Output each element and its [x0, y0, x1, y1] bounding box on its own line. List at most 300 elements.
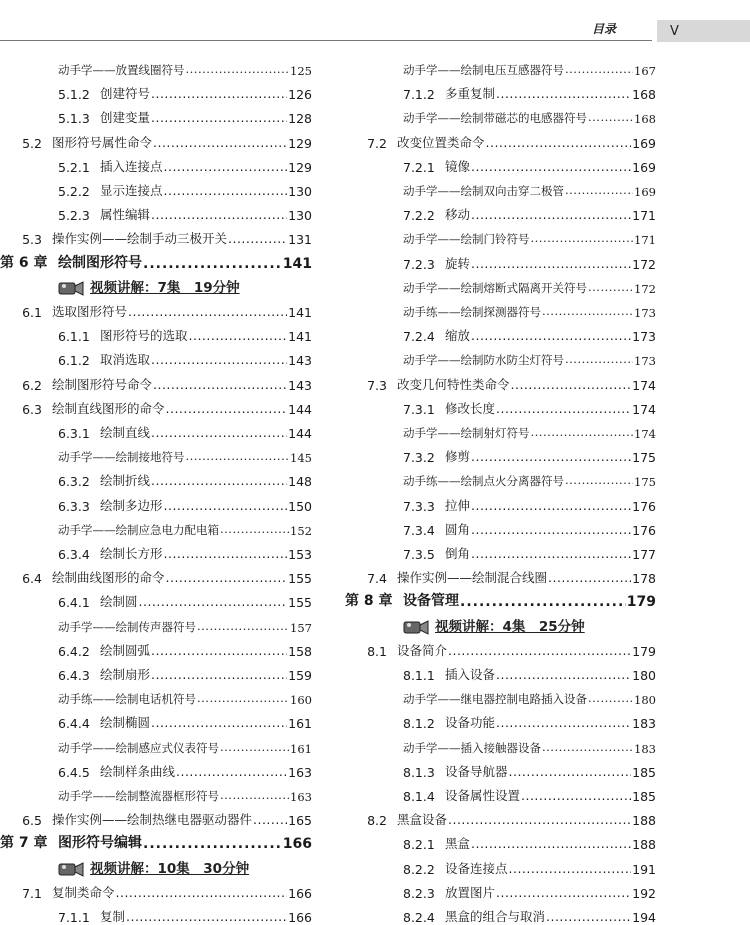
- exercise-title: 动手学——绘制接地符号: [58, 450, 185, 465]
- entry-title: 插入连接点: [100, 158, 163, 174]
- subsection-number: 5.1.3: [58, 111, 90, 127]
- dot-leader: [197, 619, 289, 635]
- toc-row-sub[interactable]: [403, 879, 656, 901]
- toc-row-sub[interactable]: [403, 516, 656, 538]
- dot-leader: [496, 401, 631, 417]
- toc-row-sub[interactable]: [403, 153, 656, 175]
- subsection-number: 6.4.4: [58, 716, 90, 732]
- page-number: 173: [632, 329, 656, 345]
- entry-title: 多重复制: [445, 86, 496, 102]
- subsection-number: 7.3.2: [403, 450, 435, 466]
- toc-row-sub[interactable]: [403, 782, 656, 804]
- page-number: 176: [632, 498, 656, 514]
- page-number: 141: [288, 305, 312, 320]
- toc-row-sub[interactable]: [58, 661, 312, 683]
- entry-title: 显示连接点: [100, 183, 163, 198]
- toc-row-sub[interactable]: [403, 322, 656, 344]
- toc-row-sub[interactable]: [58, 709, 312, 731]
- exercise-title: 动手学——绘制熔断式隔离开关符号: [403, 280, 587, 295]
- section-number: 6.1: [22, 305, 42, 320]
- toc-row-prac[interactable]: [58, 56, 312, 78]
- page-number: 177: [632, 547, 656, 562]
- entry-title: 黑盒: [445, 836, 471, 852]
- toc-row-sub[interactable]: [403, 709, 656, 731]
- page-number-tab: [657, 20, 750, 42]
- exercise-title: 动手学——绘制电压互感器符号: [403, 63, 564, 77]
- dot-leader: [486, 135, 632, 151]
- dot-leader: [565, 183, 633, 199]
- chapter-title: 设备管理: [403, 593, 459, 610]
- page-number: 174: [632, 377, 656, 393]
- entry-title: 绘制多边形: [100, 497, 163, 513]
- page-number: 188: [632, 837, 656, 853]
- dot-leader: [220, 740, 289, 756]
- toc-row-prac[interactable]: [58, 443, 312, 465]
- page-number: 148: [288, 474, 312, 490]
- dot-leader: [151, 715, 287, 731]
- dot-leader: [471, 449, 631, 465]
- entry-title: 绘制长方形: [100, 546, 163, 561]
- page-number: 167: [634, 64, 656, 78]
- page-number: 159: [288, 668, 312, 683]
- exercise-title: 动手学——绘制传声器符号: [58, 619, 196, 634]
- entry-title: 设备连接点: [445, 860, 508, 876]
- toc-row-sub[interactable]: [58, 80, 312, 102]
- page-number: 129: [288, 159, 312, 175]
- page-number: 169: [632, 135, 656, 151]
- section-number: 6.2: [22, 377, 42, 393]
- page-number: 183: [634, 741, 656, 756]
- dot-leader: [471, 522, 631, 538]
- subsection-number: 5.2.2: [58, 184, 90, 199]
- toc-row-sub[interactable]: [58, 153, 312, 175]
- entry-title: 创建变量: [100, 110, 151, 126]
- toc-row-sub[interactable]: [403, 758, 656, 780]
- entry-title: 复制: [100, 909, 126, 924]
- toc-row-prac[interactable]: [58, 734, 312, 756]
- video-camera-icon: [403, 619, 429, 635]
- page-number: 153: [288, 547, 312, 562]
- subsection-number: 6.3.1: [58, 426, 90, 441]
- chapter-title: 绘制图形符号: [58, 254, 142, 271]
- section-number: 7.1: [22, 885, 42, 901]
- section-number: 8.2: [367, 813, 387, 829]
- dot-leader: [471, 836, 631, 852]
- entry-title: 操作实例——绘制混合线圈: [397, 570, 548, 586]
- dot-leader: [496, 715, 631, 731]
- toc-row-sec[interactable]: [345, 564, 656, 586]
- page-number: 125: [290, 64, 312, 78]
- entry-title: 黑盒的组合与取消: [445, 909, 546, 924]
- toc-row-prac[interactable]: [403, 734, 656, 756]
- section-number: 7.4: [367, 571, 387, 587]
- toc-row-prac[interactable]: [58, 613, 312, 635]
- page-number: 169: [632, 159, 656, 175]
- toc-row-chap[interactable]: [0, 250, 312, 272]
- subsection-number: 5.2.1: [58, 159, 90, 175]
- toc-row-prac[interactable]: [403, 419, 656, 441]
- toc-row-prac[interactable]: [58, 782, 312, 804]
- subsection-number: 6.3.3: [58, 498, 90, 514]
- page-number: 143: [288, 377, 312, 393]
- toc-row-sec[interactable]: [0, 806, 312, 828]
- page-number: 166: [282, 836, 312, 853]
- entry-title: 设备属性设置: [445, 788, 521, 803]
- toc-row-prac[interactable]: [403, 177, 656, 199]
- exercise-title: 动手学——绘制门铃符号: [403, 232, 530, 247]
- subsection-number: 8.2.2: [403, 861, 435, 877]
- page-number: 150: [288, 498, 312, 514]
- dot-leader: [471, 256, 631, 272]
- page-number: V: [670, 24, 679, 39]
- video-info: 视频讲解：10集 30分钟: [90, 860, 250, 877]
- dot-leader: [164, 498, 288, 514]
- entry-title: 绘制曲线图形的命令: [52, 570, 165, 586]
- page-number: 188: [632, 813, 656, 829]
- toc-row-sub[interactable]: [58, 467, 312, 489]
- subsection-number: 7.2.2: [403, 208, 435, 224]
- toc-row-chap[interactable]: [0, 830, 312, 852]
- page-number: 192: [632, 885, 656, 901]
- subsection-number: 6.3.2: [58, 474, 90, 490]
- toc-row-sub[interactable]: [58, 201, 312, 223]
- dot-leader: [186, 449, 290, 465]
- dot-leader: [151, 86, 287, 102]
- toc-row-prac[interactable]: [403, 346, 656, 368]
- entry-title: 改变几何特性类命令: [397, 376, 510, 392]
- toc-row-sub[interactable]: [403, 903, 656, 925]
- dot-leader: [153, 377, 287, 393]
- dot-leader: [471, 498, 631, 514]
- page-number: 180: [634, 693, 656, 708]
- toc-row-sec[interactable]: [0, 564, 312, 586]
- dot-leader: [565, 62, 633, 78]
- page-number: 175: [632, 450, 656, 466]
- dot-leader: [460, 594, 626, 610]
- dot-leader: [151, 425, 287, 441]
- exercise-title: 动手学——绘制防水防尘灯符号: [403, 353, 564, 368]
- dot-leader: [151, 473, 287, 489]
- chapter-number: 第 6 章: [0, 254, 48, 271]
- subsection-number: 7.3.4: [403, 522, 435, 538]
- video-info: 视频讲解：4集 25分钟: [435, 618, 585, 635]
- dot-leader: [220, 522, 289, 538]
- section-number: 6.4: [22, 571, 42, 587]
- dot-leader: [511, 377, 632, 393]
- entry-title: 绘制图形符号命令: [52, 376, 153, 392]
- page-number: 163: [290, 790, 312, 804]
- exercise-title: 动手学——绘制整流器框形符号: [58, 789, 219, 803]
- dot-leader: [546, 909, 631, 925]
- subsection-number: 6.4.2: [58, 643, 90, 659]
- page-number: 152: [290, 523, 312, 538]
- entry-title: 黑盒设备: [397, 812, 448, 828]
- subsection-number: 6.1.1: [58, 329, 90, 345]
- toc-row-sub[interactable]: [403, 201, 656, 223]
- page-number: 173: [634, 306, 656, 320]
- video-camera-icon: [58, 280, 84, 296]
- page-number: 171: [632, 208, 656, 224]
- exercise-title: 动手学——绘制射灯符号: [403, 426, 530, 440]
- entry-title: 插入设备: [445, 667, 496, 682]
- section-number: 6.5: [22, 813, 42, 829]
- toc-row-sec[interactable]: [0, 298, 312, 320]
- entry-title: 绘制椭圆: [100, 715, 151, 731]
- subsection-number: 7.3.5: [403, 547, 435, 562]
- dot-leader: [565, 352, 633, 368]
- page-number: 179: [632, 643, 656, 659]
- toc-row-sec[interactable]: [345, 806, 656, 828]
- page-number: 183: [632, 716, 656, 732]
- dot-leader: [164, 546, 288, 562]
- page-number: 165: [288, 813, 312, 829]
- toc-row-prac[interactable]: [58, 685, 312, 707]
- toc-row-sub[interactable]: [58, 903, 312, 925]
- subsection-number: 7.3.1: [403, 401, 435, 417]
- subsection-number: 7.1.1: [58, 910, 90, 925]
- dot-leader: [151, 110, 287, 126]
- toc-row-sub[interactable]: [58, 588, 312, 610]
- subsection-number: 6.4.1: [58, 595, 90, 611]
- exercise-title: 动手学——绘制应急电力配电箱: [58, 522, 219, 537]
- page-number: 160: [290, 693, 312, 708]
- page-number: 155: [288, 571, 312, 587]
- page-number: 194: [632, 910, 656, 925]
- section-number: 7.3: [367, 377, 387, 393]
- dot-leader: [197, 691, 289, 707]
- section-number: 5.3: [22, 232, 42, 248]
- entry-title: 设备功能: [445, 715, 496, 731]
- page-number: 169: [634, 185, 656, 199]
- page-number: 172: [632, 256, 656, 272]
- dot-leader: [220, 788, 289, 804]
- page-number: 130: [288, 208, 312, 224]
- toc-row-prac[interactable]: [403, 298, 656, 320]
- subsection-number: 6.3.4: [58, 547, 90, 562]
- toc-row-sec[interactable]: [0, 395, 312, 417]
- dot-leader: [151, 207, 287, 223]
- dot-leader: [471, 546, 631, 562]
- subsection-number: 8.2.3: [403, 885, 435, 901]
- page-number: 180: [632, 668, 656, 683]
- page-number: 145: [290, 451, 312, 466]
- subsection-number: 7.2.4: [403, 329, 435, 345]
- toc-row-chap[interactable]: [345, 588, 656, 610]
- entry-title: 缩放: [445, 328, 471, 344]
- toc-row-sub[interactable]: [58, 177, 312, 199]
- entry-title: 创建符号: [100, 86, 151, 102]
- toc-row-sub[interactable]: [403, 80, 656, 102]
- entry-title: 图形符号的选取: [100, 328, 188, 344]
- toc-row-sub[interactable]: [403, 661, 656, 683]
- page-number: 163: [288, 764, 312, 780]
- chapter-number: 第 8 章: [345, 593, 393, 610]
- toc-row-sub[interactable]: [403, 830, 656, 852]
- toc-row-prac[interactable]: [403, 225, 656, 247]
- dot-leader: [189, 328, 288, 344]
- page-number: 178: [632, 571, 656, 587]
- toc-row-sub[interactable]: [403, 443, 656, 465]
- entry-title: 倒角: [445, 546, 471, 561]
- exercise-title: 动手学——继电器控制电路插入设备: [403, 692, 587, 707]
- toc-row-sub[interactable]: [58, 637, 312, 659]
- header-title: 目录: [592, 22, 617, 36]
- dot-leader: [509, 764, 632, 780]
- subsection-number: 7.2.1: [403, 159, 435, 175]
- toc-row-sec[interactable]: [345, 371, 656, 393]
- section-number: 5.2: [22, 135, 42, 151]
- page-number: 172: [634, 281, 656, 296]
- entry-title: 绘制圆: [100, 594, 138, 610]
- toc-row-sub[interactable]: [58, 322, 312, 344]
- dot-leader: [166, 401, 288, 417]
- page-number: 174: [634, 427, 656, 441]
- subsection-number: 5.1.2: [58, 87, 90, 103]
- page-number: 174: [632, 401, 656, 417]
- subsection-number: 8.2.1: [403, 837, 435, 853]
- toc-row-sub[interactable]: [58, 419, 312, 441]
- entry-title: 选取图形符号: [52, 304, 128, 319]
- subsection-number: 8.1.3: [403, 764, 435, 780]
- subsection-number: 7.3.3: [403, 498, 435, 514]
- toc-row-sub[interactable]: [58, 492, 312, 514]
- toc-row-prac[interactable]: [403, 274, 656, 296]
- entry-title: 图形符号属性命令: [52, 134, 153, 150]
- dot-leader: [143, 836, 282, 852]
- dot-leader: [531, 231, 634, 247]
- toc-row-prac[interactable]: [403, 56, 656, 78]
- entry-title: 绘制扇形: [100, 667, 151, 682]
- dot-leader: [565, 473, 633, 489]
- exercise-title: 动手练——绘制电话机符号: [58, 692, 196, 707]
- page-number: 185: [632, 764, 656, 780]
- dot-leader: [176, 764, 287, 780]
- toc-row-sub[interactable]: [403, 855, 656, 877]
- dot-leader: [164, 159, 288, 175]
- entry-title: 绘制直线: [100, 425, 151, 440]
- toc-row-sub[interactable]: [58, 104, 312, 126]
- dot-leader: [153, 135, 287, 151]
- dot-leader: [128, 304, 287, 320]
- dot-leader: [531, 425, 634, 441]
- chapter-number: 第 7 章: [0, 835, 48, 852]
- page-number: 185: [632, 789, 656, 804]
- toc-row-sub[interactable]: [58, 346, 312, 368]
- page-number: 128: [288, 111, 312, 127]
- toc-row-prac[interactable]: [58, 516, 312, 538]
- toc-row-video: [58, 855, 312, 877]
- entry-title: 拉伸: [445, 497, 471, 513]
- toc-row-sec[interactable]: [0, 879, 312, 901]
- page-number: 161: [290, 741, 312, 756]
- toc-row-sub[interactable]: [403, 492, 656, 514]
- entry-title: 绘制样条曲线: [100, 763, 176, 779]
- entry-title: 圆角: [445, 521, 471, 537]
- subsection-number: 8.1.4: [403, 789, 435, 804]
- toc-row-sub[interactable]: [403, 250, 656, 272]
- dot-leader: [542, 740, 633, 756]
- toc-row-sub[interactable]: [58, 540, 312, 562]
- entry-title: 设备导航器: [445, 763, 508, 779]
- page-number: 171: [634, 233, 656, 248]
- page-number: 131: [288, 232, 312, 248]
- subsection-number: 8.1.1: [403, 668, 435, 683]
- entry-title: 操作实例——绘制手动三极开关: [52, 231, 228, 247]
- dot-leader: [126, 909, 287, 925]
- dot-leader: [588, 691, 633, 707]
- entry-title: 操作实例——绘制热继电器驱动器件: [52, 812, 253, 828]
- dot-leader: [471, 328, 631, 344]
- toc-row-sub[interactable]: [403, 540, 656, 562]
- toc-row-video: [403, 613, 656, 635]
- toc-row-sec[interactable]: [0, 129, 312, 151]
- section-number: 7.2: [367, 135, 387, 151]
- toc-row-prac[interactable]: [403, 104, 656, 126]
- dot-leader: [588, 110, 633, 126]
- page-number: 157: [290, 620, 312, 635]
- dot-leader: [151, 352, 287, 368]
- subsection-number: 7.1.2: [403, 87, 435, 103]
- toc-row-prac[interactable]: [403, 467, 656, 489]
- exercise-title: 动手学——绘制感应式仪表符号: [58, 740, 219, 755]
- section-number: 8.1: [367, 643, 387, 659]
- subsection-number: 8.1.2: [403, 716, 435, 732]
- chapter-title: 图形符号编辑: [58, 835, 142, 852]
- page-number: 179: [626, 594, 656, 611]
- dot-leader: [509, 861, 632, 877]
- toc-row-sub[interactable]: [58, 758, 312, 780]
- dot-leader: [471, 207, 631, 223]
- page-number: 141: [288, 329, 312, 345]
- dot-leader: [448, 643, 631, 659]
- entry-title: 修剪: [445, 449, 471, 465]
- toc-row-sec[interactable]: [345, 637, 656, 659]
- page-number: 176: [632, 522, 656, 538]
- entry-title: 绘制直线图形的命令: [52, 400, 165, 416]
- page-number: 166: [288, 910, 312, 925]
- entry-title: 镜像: [445, 158, 471, 174]
- dot-leader: [253, 812, 287, 828]
- dot-leader: [116, 885, 288, 901]
- page-number: 166: [288, 885, 312, 901]
- toc-row-sec[interactable]: [0, 225, 312, 247]
- toc-row-sub[interactable]: [403, 395, 656, 417]
- header-rule: [0, 40, 652, 41]
- toc-row-sec[interactable]: [0, 371, 312, 393]
- dot-leader: [588, 280, 633, 296]
- dot-leader: [496, 667, 631, 683]
- exercise-title: 动手练——绘制点火分离器符号: [403, 474, 564, 489]
- dot-leader: [164, 183, 288, 199]
- page-number: 161: [288, 716, 312, 732]
- dot-leader: [521, 788, 631, 804]
- exercise-title: 动手学——插入接触器设备: [403, 740, 541, 755]
- subsection-number: 6.4.3: [58, 668, 90, 683]
- page-number: 155: [288, 595, 312, 611]
- toc-row-sec[interactable]: [345, 129, 656, 151]
- entry-title: 绘制折线: [100, 473, 151, 489]
- page-number: 126: [288, 87, 312, 103]
- page-number: 143: [288, 353, 312, 369]
- subsection-number: 6.1.2: [58, 353, 90, 369]
- toc-row-prac[interactable]: [403, 685, 656, 707]
- entry-title: 旋转: [445, 255, 471, 271]
- entry-title: 复制类命令: [52, 884, 115, 900]
- page-number: 173: [634, 354, 656, 369]
- dot-leader: [496, 885, 631, 901]
- page-number: 168: [634, 112, 656, 127]
- page-number: 158: [288, 643, 312, 659]
